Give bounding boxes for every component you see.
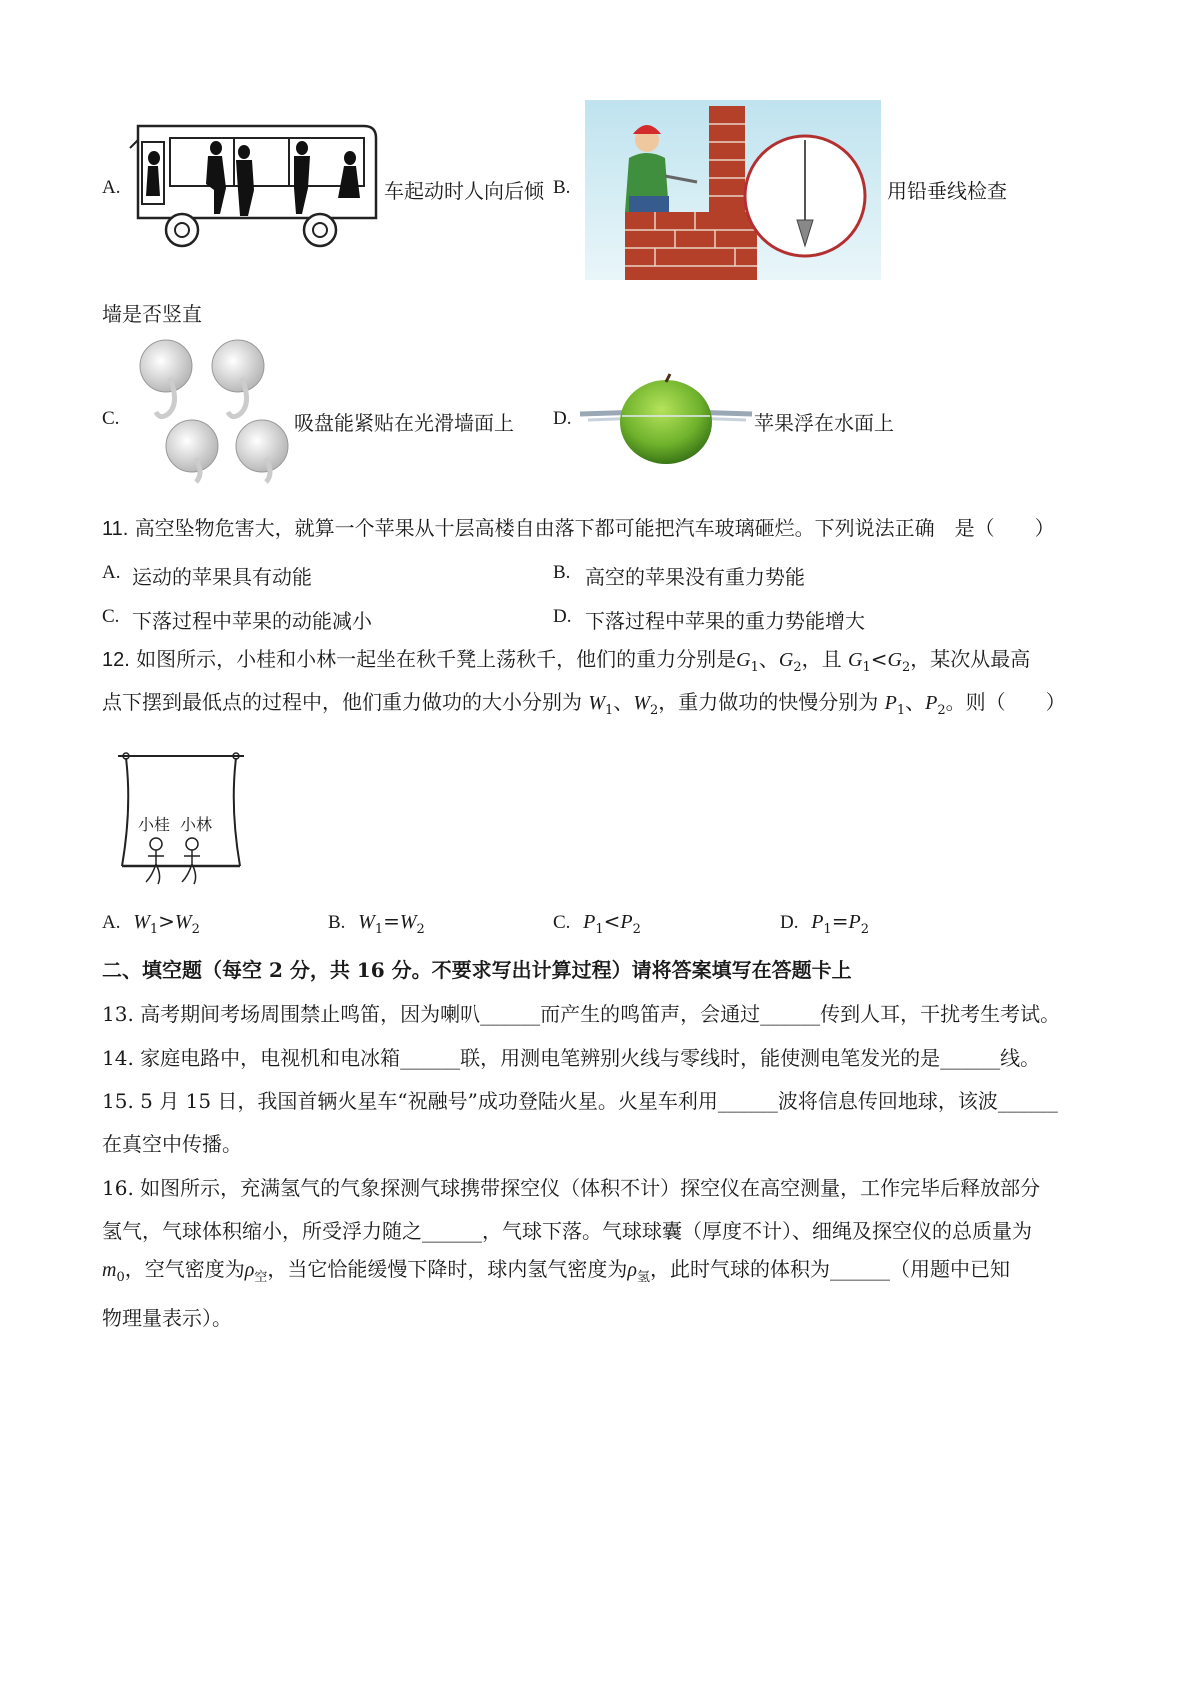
q11-option-c-label: C. (102, 606, 120, 627)
q12-line1-part-c: ，某次从最高 (910, 647, 1031, 671)
q10-option-a-text: 车起动时人向后倾 (384, 179, 544, 203)
q12-option-a: A. $W_1>W_2$ (102, 909, 200, 937)
q11-option-d-text: 下落过程中苹果的重力势能增大 (585, 609, 865, 633)
q16-line-4: 物理量表示）。 (102, 1306, 232, 1330)
q12-line2-part-a: 点下摆到最低点的过程中，他们重力做功的大小分别为 (102, 690, 582, 714)
bus-illustration (124, 118, 384, 250)
q10-option-a-label: A. (102, 177, 121, 198)
q10-option-d-label: D. (553, 408, 572, 429)
q12-line2-part-c: 。则（ ） (945, 690, 1066, 714)
q12-line1-part-a: 如图所示，小桂和小林一起坐在秋千凳上荡秋千，他们的重力分别是 (136, 647, 737, 671)
q10-option-b-label: B. (553, 177, 571, 198)
swing-label-xiaolin: 小林 (180, 815, 213, 834)
q16-line-2: 氢气，气球体积缩小，所受浮力随之______，气球下落。气球球囊（厚度不计）、细绳及探空仪的总质量为 (102, 1219, 1032, 1243)
q11-option-c-text: 下落过程中苹果的动能减小 (132, 609, 372, 633)
q15-line-2: 在真空中传播。 (102, 1132, 242, 1156)
q15-line-1: 15. 5 月 15 日，我国首辆火星车“祝融号”成功登陆火星。火星车利用______波将信息传回地球，该波______ (102, 1089, 1058, 1113)
plumb-line-illustration (585, 100, 881, 280)
q12-line2-part-b: ，重力做功的快慢分别为 (658, 690, 879, 714)
q12-option-b-label: B. (328, 912, 346, 933)
q12-stem-line-2: 点下摆到最低点的过程中，他们重力做功的大小分别为 $W_1$、$W_2$，重力做功的快慢分别为 $P_1$、$P_2$。则（ ） (102, 690, 1066, 718)
rho-hydrogen-subscript: 氢 (636, 1270, 650, 1285)
q11-stem-text: 高空坠物危害大，就算一个苹果从十层高楼自由落下都可能把汽车玻璃砸烂。下列说法正确 是（ ） (134, 516, 1055, 540)
q12-option-c: C. $P_1<P_2$ (553, 909, 641, 937)
q16-line3-part-c: ，此时气球的体积为______（用题中已知 (649, 1257, 1010, 1281)
q12-option-b: B. $W_1=W_2$ (328, 909, 425, 937)
q11-stem (102, 518, 1055, 539)
q10-option-c-label: C. (102, 408, 120, 429)
q11-option-a-label: A. (102, 562, 121, 583)
swing-label-xiaogui: 小桂 (138, 815, 171, 834)
q10-option-c-text: 吸盘能紧贴在光滑墙面上 (294, 411, 514, 435)
q11-option-b-label: B. (553, 562, 571, 583)
section-2-heading: 二、填空题（每空 2 分，共 16 分。不要求写出计算过程）请将答案填写在答题卡上 (102, 958, 852, 982)
q11-option-a-text: 运动的苹果具有动能 (132, 565, 312, 589)
q10-option-d-text: 苹果浮在水面上 (754, 411, 894, 435)
q12-option-d: D. $P_1=P_2$ (780, 909, 869, 937)
q13-text: 13. 高考期间考场周围禁止鸣笛，因为喇叭______而产生的鸣笛声，会通过______传到人耳，干扰考生考试。 (102, 1002, 1061, 1026)
suction-cups-illustration (134, 338, 294, 488)
q12-option-c-label: C. (553, 912, 571, 933)
q16-line-3: $m_0$，空气密度为$\rho_空$，当它恰能缓慢下降时，球内氢气密度为$\rho_氢$，此时气球的体积为______（用题中已知 (102, 1257, 1010, 1285)
q12-option-d-label: D. (780, 912, 799, 933)
floating-apple-illustration (578, 372, 754, 466)
q11-option-d-label: D. (553, 606, 572, 627)
q11-number: 11. (102, 518, 129, 540)
rho-air-subscript: 空 (254, 1270, 268, 1285)
q12-stem-line-1: 12. 如图所示，小桂和小林一起坐在秋千凳上荡秋千，他们的重力分别是$G_1$、$G_2$，且 $G_1<G_2$，某次从最高 (102, 647, 1031, 675)
q10-option-b-text-2: 墙是否竖直 (102, 302, 202, 326)
q14-text: 14. 家庭电路中，电视机和电冰箱______联，用测电笔辨别火线与零线时，能使测电笔发光的是______线。 (102, 1046, 1041, 1070)
q12-line1-part-b: ，且 (801, 647, 842, 671)
q16-line3-part-a: ，空气密度为 (124, 1257, 245, 1281)
q16-line-1: 16. 如图所示，充满氢气的气象探测气球携带探空仪（体积不计）探空仪在高空测量，工作完毕后释放部分 (102, 1176, 1041, 1200)
q12-option-a-label: A. (102, 912, 121, 933)
q16-line3-part-b: ，当它恰能缓慢下降时，球内氢气密度为 (267, 1257, 628, 1281)
q12-number: 12. (102, 649, 130, 671)
q11-option-b-text: 高空的苹果没有重力势能 (585, 565, 805, 589)
q10-option-b-text-1: 用铅垂线检查 (887, 179, 1007, 203)
